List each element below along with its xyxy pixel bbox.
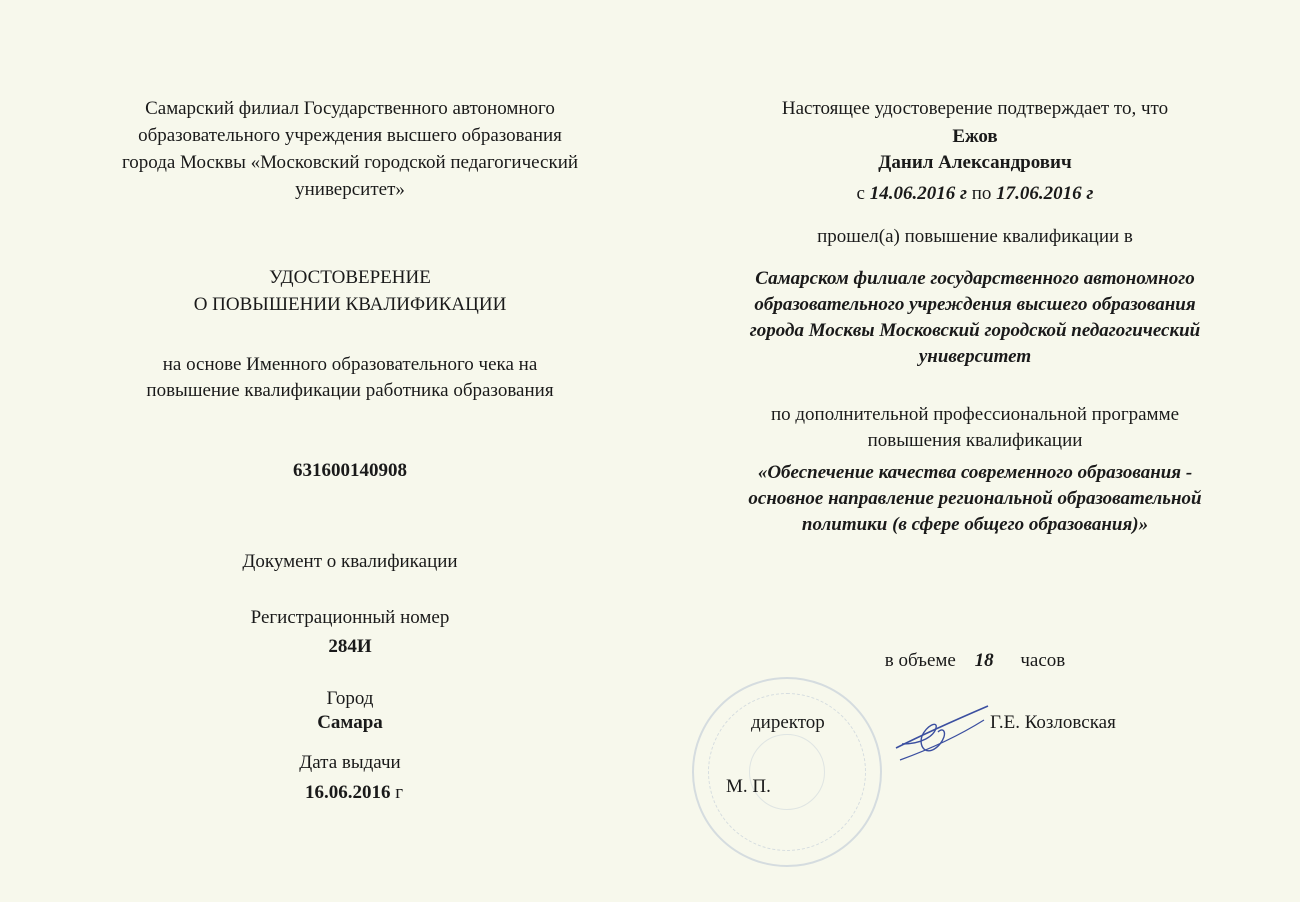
director-signature <box>892 700 992 770</box>
period-to-date: 17.06.2016 г <box>996 183 1094 204</box>
institution-line: образовательного учреждения высшего образования <box>138 125 562 146</box>
period-to-label: по <box>971 183 992 204</box>
training-institution-line: Самарском филиале государственного автономного <box>755 268 1195 289</box>
document-title: УДОСТОВЕРЕНИЕ <box>269 267 431 288</box>
volume-prefix: в объеме <box>884 650 956 671</box>
program-title-line: политики (в сфере общего образования)» <box>801 514 1149 535</box>
document-subtitle: О ПОВЫШЕНИИ КВАЛИФИКАЦИИ <box>193 294 507 315</box>
registration-number: 284И <box>328 636 372 657</box>
training-institution-line: образовательного учреждения высшего образования <box>754 294 1196 315</box>
volume-hours: 18 <box>974 650 994 671</box>
volume-suffix: часов <box>1020 650 1066 671</box>
period-from-label: с <box>856 183 865 204</box>
program-title-line: основное направление региональной образовательной <box>748 488 1202 509</box>
issue-date <box>0 780 700 805</box>
serial-number: 631600140908 <box>293 460 407 481</box>
city-value: Самара <box>317 712 383 733</box>
training-institution-line: университет <box>918 346 1032 367</box>
city-label: Город <box>326 688 374 709</box>
intro-line: Настоящее удостоверение подтверждает то, что <box>781 98 1169 119</box>
program-label-line: повышения квалификации <box>867 430 1083 451</box>
stamp-place-label: М. П. <box>726 776 771 797</box>
period-line <box>650 181 1300 206</box>
official-seal <box>692 677 882 867</box>
program-title-line: «Обеспечение качества современного образования - <box>757 462 1193 483</box>
institution-line: города Москвы «Московский городской педагогический <box>121 152 579 173</box>
issue-date-suffix: г <box>395 782 404 803</box>
passed-line: прошел(а) повышение квалификации в <box>817 226 1133 247</box>
director-name: Г.Е. Козловская <box>990 712 1116 733</box>
volume-line <box>650 648 1300 673</box>
program-label-line: по дополнительной профессиональной программе <box>770 404 1180 425</box>
position-title: директор <box>751 712 825 733</box>
issue-date-label: Дата выдачи <box>299 752 401 773</box>
basis-line: повышение квалификации работника образования <box>146 380 554 401</box>
period-from-date: 14.06.2016 г <box>869 183 967 204</box>
given-name: Данил Александрович <box>878 152 1072 173</box>
document-type: Документ о квалификации <box>242 551 458 572</box>
issue-date-value: 16.06.2016 <box>304 782 391 803</box>
basis-line: на основе Именного образовательного чека на <box>162 354 538 375</box>
training-institution-line: города Москвы Московский городской педагогический <box>749 320 1201 341</box>
institution-line: Самарский филиал Государственного автономного <box>145 98 555 119</box>
institution-line: университет» <box>295 179 405 200</box>
surname: Ежов <box>952 126 998 147</box>
registration-label: Регистрационный номер <box>250 607 450 628</box>
